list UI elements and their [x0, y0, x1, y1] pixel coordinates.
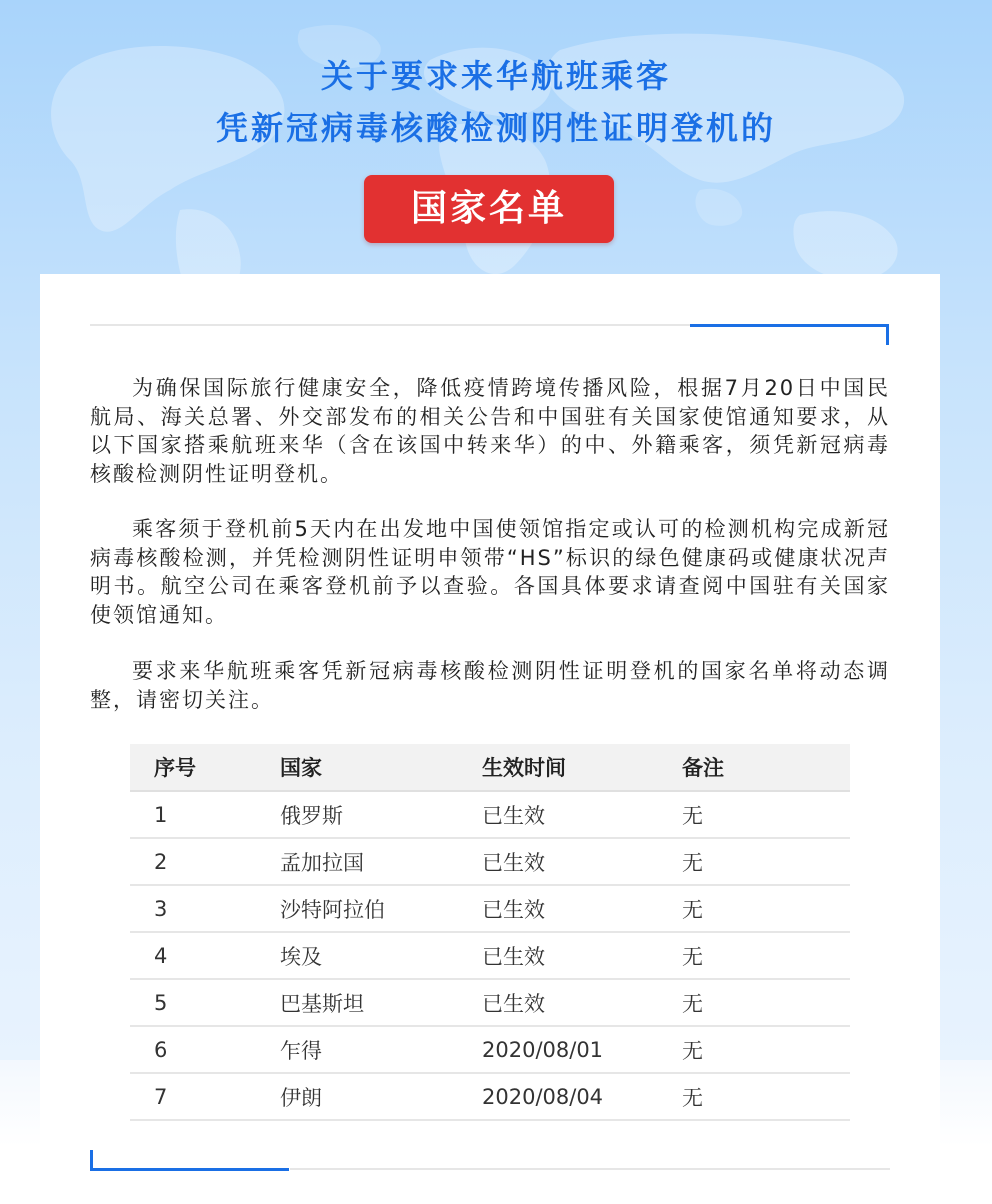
- row-remarks: 无: [682, 1026, 850, 1073]
- table-row: [130, 885, 850, 932]
- row-index: 3: [130, 885, 280, 932]
- requirement-paragraph: 乘客须于登机前5天内在出发地中国使领馆指定或认可的检测机构完成新冠病毒核酸检测，并凭检测阴性证明申领带“HS”标识的绿色健康码或健康状况声明书。航空公司在乘客登机前予以查验。各国具体要求请查阅中国驻有关国家使领馆通知。: [90, 517, 890, 627]
- row-index: 2: [130, 838, 280, 885]
- row-index: 1: [130, 791, 280, 838]
- row-remarks: 无: [682, 932, 850, 979]
- table-header-row: [130, 744, 850, 791]
- row-index: 5: [130, 979, 280, 1026]
- row-remarks: 无: [682, 885, 850, 932]
- row-effective-date: 已生效: [482, 791, 682, 838]
- row-effective-date: 已生效: [482, 885, 682, 932]
- row-remarks: 无: [682, 1073, 850, 1120]
- column-header-country: 国家: [280, 744, 482, 791]
- intro-paragraph: 为确保国际旅行健康安全，降低疫情跨境传播风险，根据7月20日中国民航局、海关总署、外交部发布的相关公告和中国驻有关国家使馆通知要求，从以下国家搭乘航班来华（含在该国中转来华）的中、外籍乘客，须凭新冠病毒核酸检测阴性证明登机。: [90, 376, 890, 486]
- table-row: [130, 932, 850, 979]
- table-row: [130, 838, 850, 885]
- column-header-index: 序号: [130, 744, 280, 791]
- table-row: [130, 979, 850, 1026]
- bottom-divider: [290, 1168, 890, 1170]
- table-row: [130, 1026, 850, 1073]
- row-effective-date: 2020/08/04: [482, 1073, 682, 1120]
- table-row: [130, 791, 850, 838]
- row-country: 伊朗: [280, 1073, 482, 1120]
- row-remarks: 无: [682, 791, 850, 838]
- bottom-corner-accent: [90, 1150, 289, 1171]
- notice-paragraph: 要求来华航班乘客凭新冠病毒核酸检测阴性证明登机的国家名单将动态调整，请密切关注。: [90, 659, 890, 712]
- row-country: 沙特阿拉伯: [280, 885, 482, 932]
- row-country: 乍得: [280, 1026, 482, 1073]
- row-index: 6: [130, 1026, 280, 1073]
- top-corner-accent: [690, 324, 889, 345]
- row-effective-date: 已生效: [482, 838, 682, 885]
- content-card: [40, 274, 940, 1204]
- page-title-line-1: 关于要求来华航班乘客: [320, 57, 671, 95]
- row-effective-date: 2020/08/01: [482, 1026, 682, 1073]
- page-title-line-2: 凭新冠病毒核酸检测阴性证明登机的: [215, 109, 776, 147]
- world-map-watermark: [0, 0, 992, 300]
- title-badge: 国家名单: [364, 175, 614, 243]
- row-country: 埃及: [280, 932, 482, 979]
- row-country: 巴基斯坦: [280, 979, 482, 1026]
- row-remarks: 无: [682, 979, 850, 1026]
- row-effective-date: 已生效: [482, 979, 682, 1026]
- column-header-remarks: 备注: [682, 744, 850, 791]
- country-table: [130, 744, 850, 1121]
- column-header-effective-date: 生效时间: [482, 744, 682, 791]
- row-country: 俄罗斯: [280, 791, 482, 838]
- top-divider: [90, 324, 690, 326]
- row-index: 4: [130, 932, 280, 979]
- row-remarks: 无: [682, 838, 850, 885]
- row-country: 孟加拉国: [280, 838, 482, 885]
- row-effective-date: 已生效: [482, 932, 682, 979]
- row-index: 7: [130, 1073, 280, 1120]
- table-row: [130, 1073, 850, 1120]
